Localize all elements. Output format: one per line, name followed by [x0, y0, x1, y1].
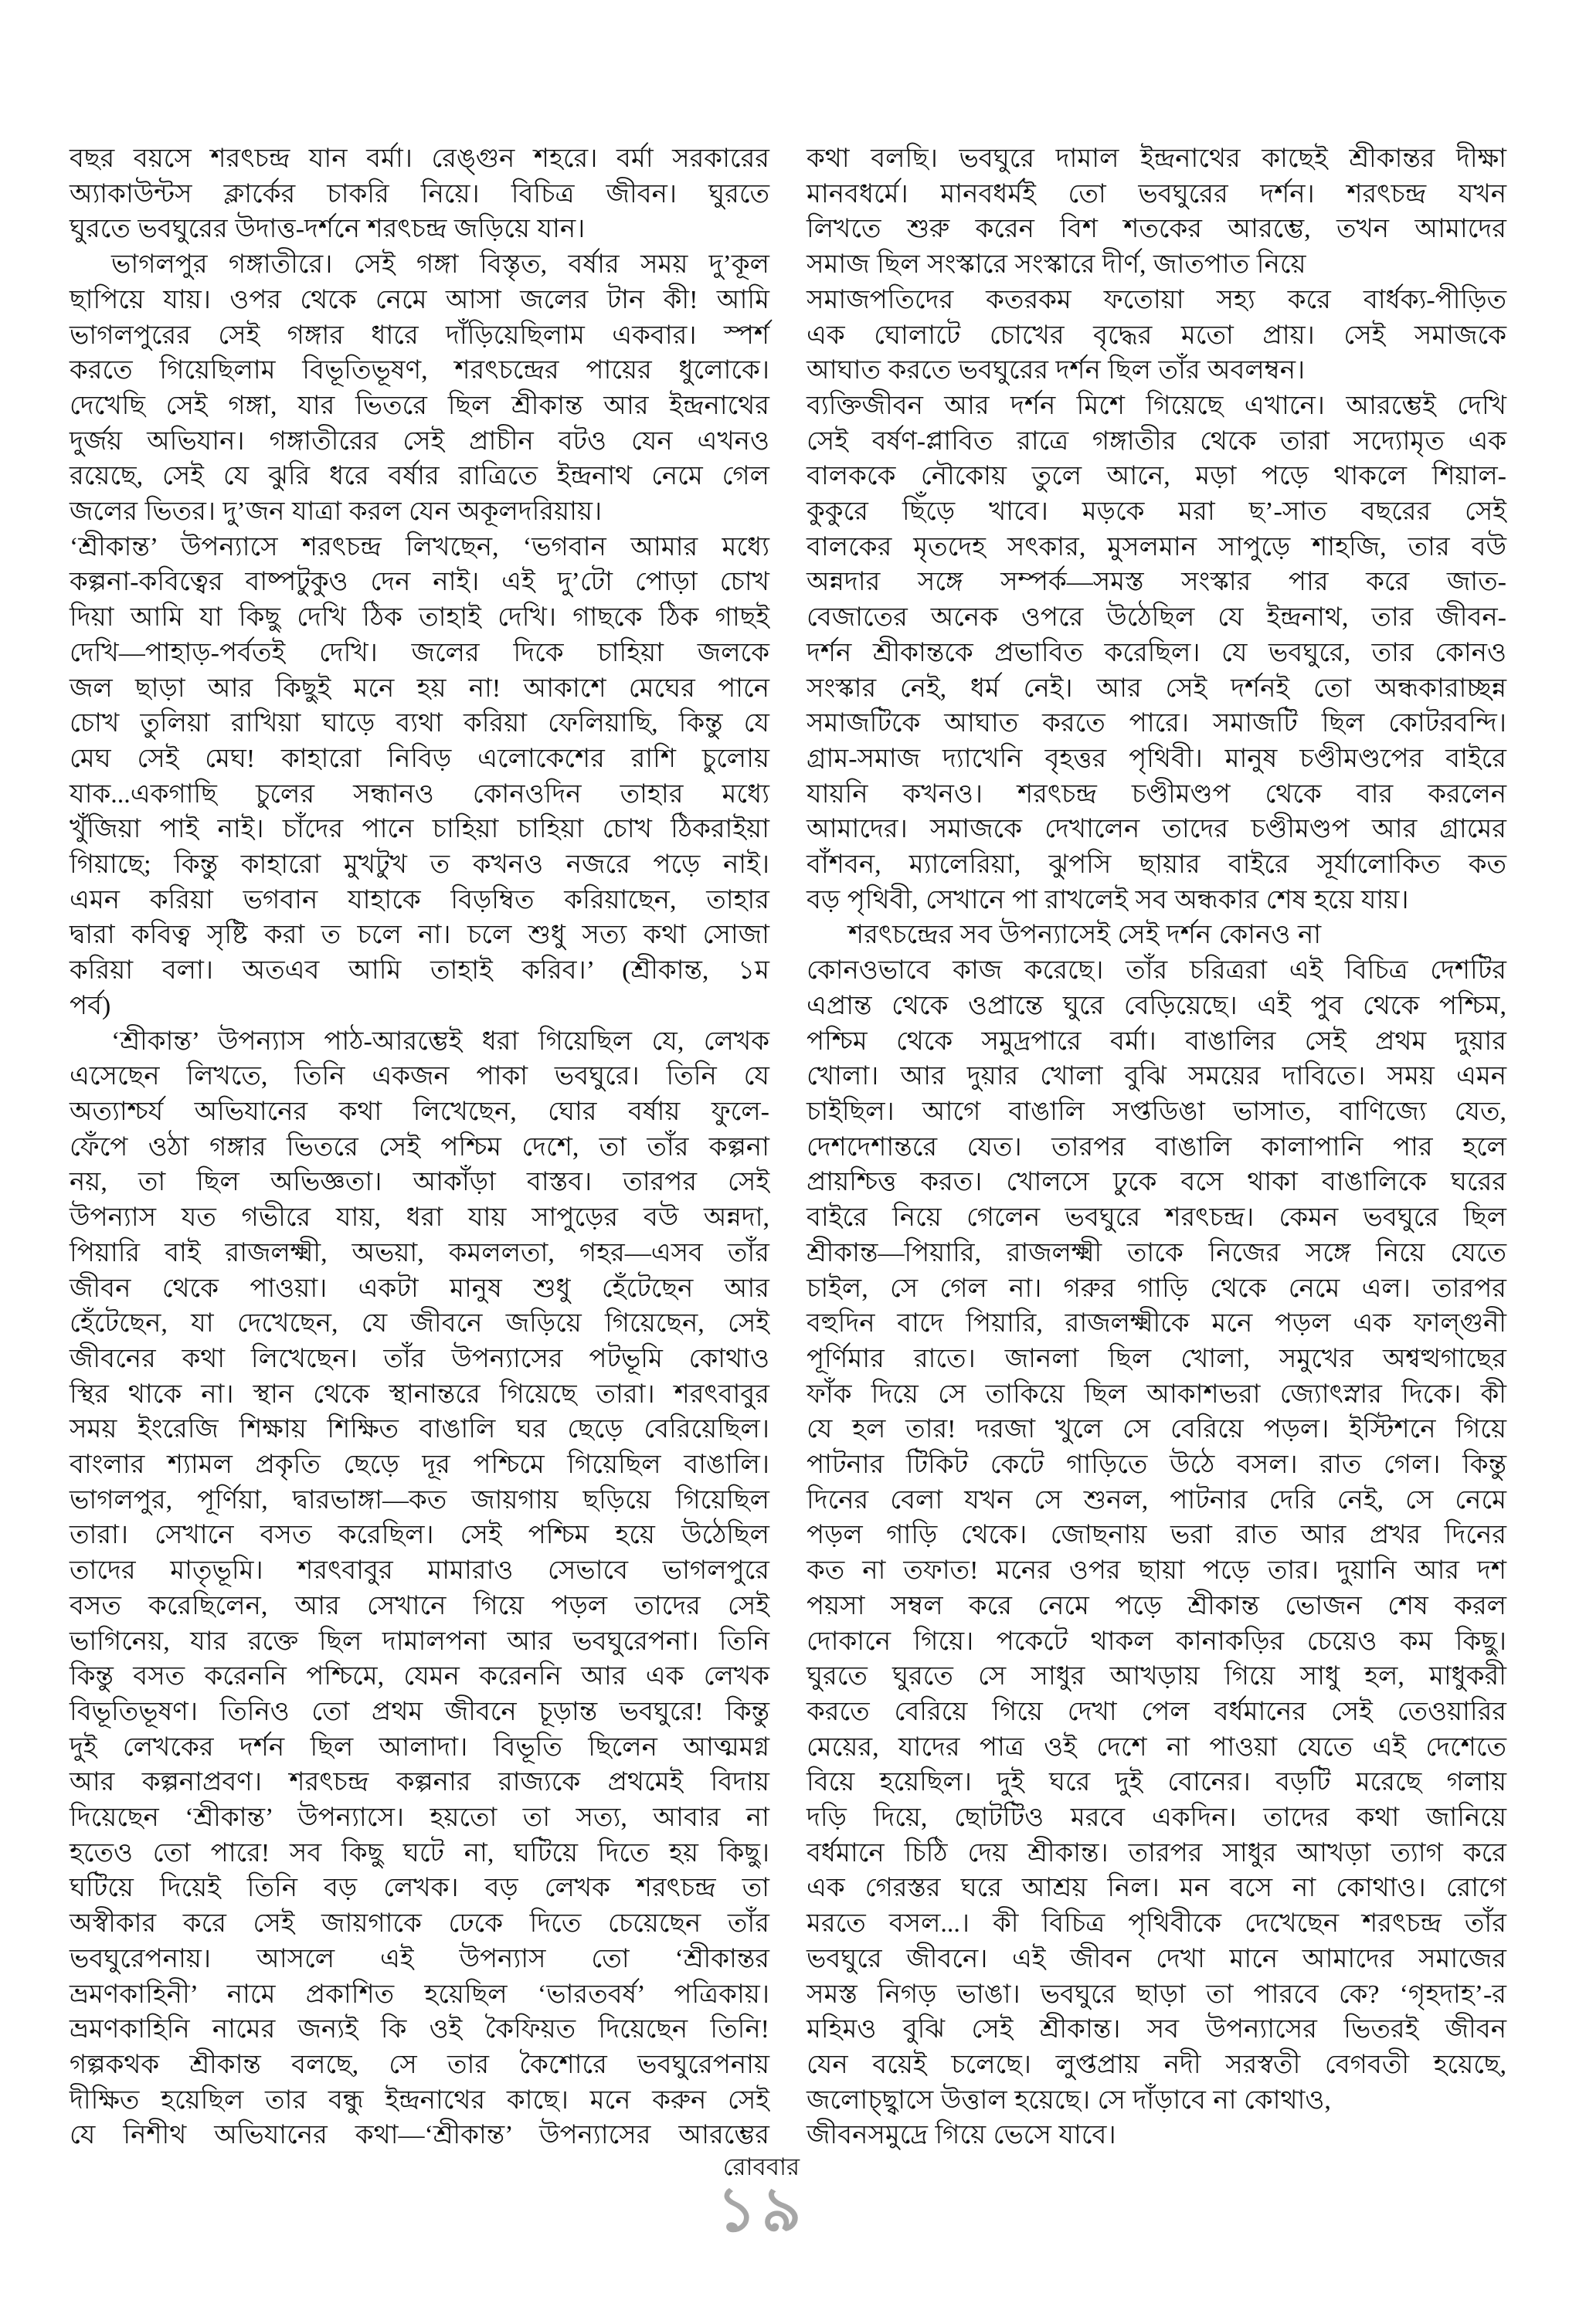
magazine-section-name: রোববার — [722, 2153, 800, 2180]
text-line: বেজাতের অনেক ওপরে উঠেছিল যে ইন্দ্রনাথ, তার জীবন- — [807, 603, 1506, 633]
text-line: ছাপিয়ে যায়। ওপর থেকে নেমে আসা জলের টান কী! আমি — [70, 285, 769, 314]
text-line: তারা। সেখানে বসত করেছিল। সেই পশ্চিম হয়ে উঠেছিল — [70, 1521, 769, 1550]
text-line: ‘শ্রীকান্ত’ উপন্যাস পাঠ-আরম্ভেই ধরা গিয়েছিল যে, লেখক — [111, 1026, 769, 1056]
text-line: সমস্ত নিগড় ভাঙা। ভবঘুরে ছাড়া তা পারবে কে? ‘গৃহদাহ’-র — [807, 1980, 1506, 2009]
text-line: করতে বেরিয়ে গিয়ে দেখা পেল বর্ধমানের সেই তেওয়ারির — [807, 1697, 1506, 1726]
page-number: ১৯ — [716, 2176, 807, 2244]
text-line: জীবন থেকে পাওয়া। একটা মানুষ শুধু হেঁটেছেন আর — [70, 1274, 769, 1303]
text-line: রয়েছে, সেই যে ঝুরি ধরে বর্ষার রাত্রিতে ইন্দ্রনাথ নেমে গেল — [70, 462, 769, 491]
text-line: ভাগলপুর গঙ্গাতীরে। সেই গঙ্গা বিস্তৃত, বর্ষার সময় দু’কূল — [111, 250, 769, 280]
text-line: হতেও তো পারে! সব কিছু ঘটে না, ঘটিয়ে দিতে হয় কিছু। — [70, 1838, 769, 1868]
text-line: বাইরে নিয়ে গেলেন ভবঘুরে শরৎচন্দ্র। কেমন ভবঘুরে ছিল — [807, 1203, 1506, 1233]
text-line: বালককে নৌকোয় তুলে আনে, মড়া পড়ে থাকলে শিয়াল- — [807, 462, 1506, 491]
text-line: দেশদেশান্তরে যেত। তারপর বাঙালি কালাপানি পার হলে — [807, 1132, 1506, 1162]
text-line: ভাগলপুর, পূর্ণিয়া, দ্বারভাঙ্গা—কত জায়গায় ছড়িয়ে গিয়েছিল — [70, 1485, 769, 1515]
text-line: ঘুরতে ঘুরতে সে সাধুর আখড়ায় গিয়ে সাধু হল, মাধুকরী — [807, 1662, 1506, 1691]
text-line: অন্নদার সঙ্গে সম্পর্ক—সমস্ত সংস্কার পার করে জাত- — [807, 568, 1506, 597]
text-line: পড়ল গাড়ি থেকে। জোছনায় ভরা রাত আর প্রখর দিনের — [807, 1521, 1506, 1550]
text-line: দুই লেখকের দর্শন ছিল আলাদা। বিভূতি ছিলেন আত্মমগ্ন — [70, 1732, 769, 1762]
text-line: বহুদিন বাদে পিয়ারি, রাজলক্ষ্মীকে মনে পড়ল এক ফাল্গুনী — [807, 1309, 1506, 1338]
text-line: এমন করিয়া ভগবান যাহাকে বিড়ম্বিত করিয়াছেন, তাহার — [70, 885, 769, 914]
text-line: কত না তফাত! মনের ওপর ছায়া পড়ে তার। দুয়ানি আর দশ — [807, 1556, 1506, 1586]
page-footer — [678, 2153, 844, 2244]
text-line: কল্পনা-কবিত্বের বাষ্পটুকুও দেন নাই। এই দু’টো পোড়া চোখ — [70, 568, 769, 597]
text-line: পয়সা সম্বল করে নেমে পড়ে শ্রীকান্ত ভোজন শেষ করল — [807, 1591, 1506, 1620]
text-line: চোখ তুলিয়া রাখিয়া ঘাড়ে ব্যথা করিয়া ফেলিয়াছি, কিন্তু যে — [70, 709, 769, 738]
text-line: দীক্ষিত হয়েছিল তার বন্ধু ইন্দ্রনাথের কাছে। মনে করুন সেই — [70, 2085, 769, 2115]
text-line: দিয়া আমি যা কিছু দেখি ঠিক তাহাই দেখি। গাছকে ঠিক গাছই — [70, 603, 769, 633]
text-line: ভবঘুরে জীবনে। এই জীবন দেখা মানে আমাদের সমাজের — [807, 1944, 1506, 1973]
text-line: বাঁশবন, ম্যালেরিয়া, ঝুপসি ছায়ার বাইরে সূর্যালোকিত কত — [807, 850, 1506, 880]
text-line: কিন্তু বসত করেননি পশ্চিমে, যেমন করেননি আর এক লেখক — [70, 1662, 769, 1691]
text-line: জলোচ্ছ্বাসে উত্তাল হয়েছে। সে দাঁড়াবে না কোথাও, — [807, 2085, 1331, 2115]
text-line: জলের ভিতর। দু’জন যাত্রা করল যেন অকূলদরিয়ায়। — [70, 497, 603, 527]
text-line: অত্যাশ্চর্য অভিযানের কথা লিখেছেন, ঘোর বর্ষায় ফুলে- — [70, 1097, 769, 1126]
text-line: বসত করেছিলেন, আর সেখানে গিয়ে পড়ল তাদের সেই — [70, 1591, 769, 1620]
text-line: দেখেছি সেই গঙ্গা, যার ভিতরে ছিল শ্রীকান্ত আর ইন্দ্রনাথের — [70, 391, 769, 420]
text-line: পর্ব) — [70, 991, 111, 1020]
text-line: দিয়েছেন ‘শ্রীকান্ত’ উপন্যাসে। হয়তো তা সত্য, আবার না — [70, 1803, 769, 1833]
text-line: শরৎচন্দ্রের সব উপন্যাসেই সেই দর্শন কোনও না — [848, 921, 1322, 950]
text-line: বালকের মৃতদেহ সৎকার, মুসলমান সাপুড়ে শাহজি, তার বউ — [807, 532, 1506, 561]
text-line: দ্বারা কবিত্ব সৃষ্টি করা ত চলে না। চলে শুধু সত্য কথা সোজা — [70, 921, 769, 950]
text-line: আর কল্পনাপ্রবণ। শরৎচন্দ্র কল্পনার রাজ্যকে প্রথমেই বিদায় — [70, 1768, 769, 1797]
text-line: মানবধর্মে। মানবধর্মই তো ভবঘুরের দর্শন। শরৎচন্দ্র যখন — [807, 179, 1506, 209]
text-line: স্থির থাকে না। স্থান থেকে স্থানান্তরে গিয়েছে তারা। শরৎবাবুর — [70, 1379, 769, 1409]
text-line: দুর্জয় অভিযান। গঙ্গাতীরের সেই প্রাচীন বটও যেন এখনও — [70, 426, 769, 456]
text-line: যায়নি কখনও। শরৎচন্দ্র চণ্ডীমণ্ডপ থেকে বার করলেন — [807, 779, 1506, 809]
text-line: মেয়ের, যাদের পাত্র ওই দেশে না পাওয়া যেতে এই দেশেতে — [807, 1732, 1506, 1762]
text-line: সমাজপতিদের কতরকম ফতোয়া সহ্য করে বার্ধক্য-পীড়িত — [807, 285, 1506, 314]
text-line: সময় ইংরেজি শিক্ষায় শিক্ষিত বাঙালি ঘর ছেড়ে বেরিয়েছিল। — [70, 1415, 769, 1444]
text-line: করিয়া বলা। অতএব আমি তাহাই করিব।’ (শ্রীকান্ত, ১ম — [70, 956, 769, 986]
text-line: ভবঘুরেপনায়। আসলে এই উপন্যাস তো ‘শ্রীকান্তর — [70, 1944, 769, 1973]
text-line: নয়, তা ছিল অভিজ্ঞতা। আকাঁড়া বাস্তব। তারপর সেই — [70, 1168, 769, 1197]
text-line: মরতে বসল...। কী বিচিত্র পৃথিবীকে দেখেছেন শরৎচন্দ্র তাঁর — [807, 1909, 1506, 1939]
text-line: ফাঁক দিয়ে সে তাকিয়ে ছিল আকাশভরা জ্যোৎস্নার দিকে। কী — [807, 1379, 1506, 1409]
text-line: জীবনের কথা লিখেছেন। তাঁর উপন্যাসের পটভূমি কোথাও — [70, 1344, 769, 1373]
text-line: ফেঁপে ওঠা গঙ্গার ভিতরে সেই পশ্চিম দেশে, তা তাঁর কল্পনা — [70, 1132, 769, 1162]
text-line: দড়ি দিয়ে, ছোটটিও মরবে একদিন। তাদের কথা জানিয়ে — [807, 1803, 1506, 1833]
text-line: এসেছেন লিখতে, তিনি একজন পাকা ভবঘুরে। তিনি যে — [70, 1062, 769, 1091]
text-line: করতে গিয়েছিলাম বিভূতিভূষণ, শরৎচন্দ্রের পায়ের ধুলোকে। — [70, 356, 769, 385]
text-line: ভ্রমণকাহিনি নামের জন্যই কি ওই কৈফিয়ত দিয়েছেন তিনি! — [70, 2015, 769, 2044]
text-line: চাইল, সে গেল না। গরুর গাড়ি থেকে নেমে এল। তারপর — [807, 1274, 1506, 1303]
text-line: পশ্চিম থেকে সমুদ্রপারে বর্মা। বাঙালির সেই প্রথম দুয়ার — [807, 1026, 1506, 1056]
text-line: কুকুরে ছিঁড়ে খাবে। মড়কে মরা ছ’-সাত বছরের সেই — [807, 497, 1506, 527]
text-line: সমাজ ছিল সংস্কারে সংস্কারে দীর্ণ, জাতপাত নিয়ে — [807, 250, 1306, 280]
text-line: এপ্রান্ত থেকে ওপ্রান্তে ঘুরে বেড়িয়েছে। এই পুব থেকে পশ্চিম, — [807, 991, 1506, 1020]
text-line: দোকানে গিয়ে। পকেটে থাকল কানাকড়ির চেয়েও কম কিছু। — [807, 1627, 1506, 1656]
text-line: পূর্ণিমার রাতে। জানলা ছিল খোলা, সমুখের অশ্বত্থগাছের — [807, 1344, 1506, 1373]
text-line: বাংলার শ্যামল প্রকৃতি ছেড়ে দূর পশ্চিমে গিয়েছিল বাঙালি। — [70, 1450, 769, 1480]
text-line: কোনওভাবে কাজ করেছে। তাঁর চরিত্ররা এই বিচিত্র দেশটির — [807, 956, 1506, 986]
text-line: বছর বয়সে শরৎচন্দ্র যান বর্মা। রেঙ্গুন শহরে। বর্মা সরকারের — [70, 144, 769, 173]
text-line: কথা বলছি। ভবঘুরে দামাল ইন্দ্রনাথের কাছেই শ্রীকান্তর দীক্ষা — [807, 144, 1506, 173]
text-line: ঘটিয়ে দিয়েই তিনি বড় লেখক। বড় লেখক শরৎচন্দ্র তা — [70, 1874, 769, 1903]
text-line: দর্শন শ্রীকান্তকে প্রভাবিত করেছিল। যে ভবঘুরে, তার কোনও — [807, 638, 1506, 667]
text-line: ভ্রমণকাহিনী’ নামে প্রকাশিত হয়েছিল ‘ভারতবর্ষ’ পত্রিকায়। — [70, 1980, 769, 2009]
text-line: বর্ধমানে চিঠি দেয় শ্রীকান্ত। তারপর সাধুর আখড়া ত্যাগ করে — [807, 1838, 1506, 1868]
text-line: পাটনার টিকিট কেটে গাড়িতে উঠে বসল। রাত গেল। কিন্তু — [807, 1450, 1506, 1480]
text-line: ভাগলপুরের সেই গঙ্গার ধারে দাঁড়িয়েছিলাম একবার। স্পর্শ — [70, 321, 769, 350]
text-line: তাদের মাতৃভূমি। শরৎবাবুর মামারাও সেভাবে ভাগলপুরে — [70, 1556, 769, 1586]
text-line: জীবনসমুদ্রে গিয়ে ভেসে যাবে। — [807, 2121, 1116, 2150]
text-line: এক ঘোলাটে চোখের বৃদ্ধের মতো প্রায়। সেই সমাজকে — [807, 321, 1506, 350]
text-line: সংস্কার নেই, ধর্ম নেই। আর সেই দর্শনই তো অন্ধকারাচ্ছন্ন — [807, 673, 1506, 703]
text-line: মহিমও বুঝি সেই শ্রীকান্ত। সব উপন্যাসের ভিতরই জীবন — [807, 2015, 1506, 2044]
text-line: খোলা। আর দুয়ার খোলা বুঝি সময়ের দাবিতে। সময় এমন — [807, 1062, 1506, 1091]
text-line: উপন্যাস যত গভীরে যায়, ধরা যায় সাপুড়ের বউ অন্নদা, — [70, 1203, 769, 1233]
text-line: খুঁজিয়া পাই নাই। চাঁদের পানে চাহিয়া চাহিয়া চোখ ঠিকরাইয়া — [70, 815, 769, 844]
text-line: অস্বীকার করে সেই জায়গাকে ঢেকে দিতে চেয়েছেন তাঁর — [70, 1909, 769, 1939]
text-line: যে হল তার! দরজা খুলে সে বেরিয়ে পড়ল। ইস্টিশনে গিয়ে — [807, 1415, 1506, 1444]
text-line: গল্পকথক শ্রীকান্ত বলছে, সে তার কৈশোরে ভবঘুরেপনায় — [70, 2050, 769, 2079]
text-line: দেখি—পাহাড়-পর্বতই দেখি। জলের দিকে চাহিয়া জলকে — [70, 638, 769, 667]
text-line: অ্যাকাউন্টস ক্লার্কের চাকরি নিয়ে। বিচিত্র জীবন। ঘুরতে — [70, 179, 769, 209]
text-line: যেন বয়েই চলেছে। লুপ্তপ্রায় নদী সরস্বতী বেগবতী হয়েছে, — [807, 2050, 1506, 2079]
text-line: এক গেরস্তর ঘরে আশ্রয় নিল। মন বসে না কোথাও। রোগে — [807, 1874, 1506, 1903]
text-line: চাইছিল। আগে বাঙালি সপ্তডিঙা ভাসাত, বাণিজ্যে যেত, — [807, 1097, 1506, 1126]
article-body — [70, 141, 1506, 2153]
text-line: আঘাত করতে ভবঘুরের দর্শন ছিল তাঁর অবলম্বন। — [807, 356, 1306, 385]
text-line: বিভূতিভূষণ। তিনিও তো প্রথম জীবনে চূড়ান্ত ভবঘুরে! কিন্তু — [70, 1697, 769, 1726]
text-line: যাক...একগাছি চুলের সন্ধানও কোনওদিন তাহার মধ্যে — [70, 779, 769, 809]
text-line: হেঁটেছেন, যা দেখেছেন, যে জীবনে জড়িয়ে গিয়েছেন, সেই — [70, 1309, 769, 1338]
text-line: মেঘ সেই মেঘ! কাহারো নিবিড় এলোকেশের রাশি চুলোয় — [70, 744, 769, 773]
text-line: প্রায়শ্চিত্ত করত। খোলসে ঢুকে বসে থাকা বাঙালিকে ঘরের — [807, 1168, 1506, 1197]
text-line: ব্যক্তিজীবন আর দর্শন মিশে গিয়েছে এখানে। আরম্ভেই দেখি — [807, 391, 1506, 420]
text-line: বিয়ে হয়েছিল। দুই ঘরে দুই বোনের। বড়টি মরেছে গলায় — [807, 1768, 1506, 1797]
text-line: গ্রাম-সমাজ দ্যাখেনি বৃহত্তর পৃথিবী। মানুষ চণ্ডীমণ্ডপের বাইরে — [807, 744, 1506, 773]
article-column-right — [807, 141, 1506, 2153]
text-line: শ্রীকান্ত—পিয়ারি, রাজলক্ষ্মী তাকে নিজের সঙ্গে নিয়ে যেতে — [807, 1238, 1506, 1267]
text-line: ঘুরতে ভবঘুরের উদাত্ত-দর্শনে শরৎচন্দ্র জড়িয়ে যান। — [70, 215, 586, 244]
text-line: আমাদের। সমাজকে দেখালেন তাদের চণ্ডীমণ্ডপ আর গ্রামের — [807, 815, 1506, 844]
article-column-left — [70, 141, 769, 2153]
text-line: সেই বর্ষণ-প্লাবিত রাত্রে গঙ্গাতীর থেকে তারা সদ্যোমৃত এক — [807, 426, 1506, 456]
text-line: দিনের বেলা যখন সে শুনল, পাটনার দেরি নেই, সে নেমে — [807, 1485, 1506, 1515]
text-line: লিখতে শুরু করেন বিশ শতকের আরম্ভে, তখন আমাদের — [807, 215, 1506, 244]
text-line: গিয়াছে; কিন্তু কাহারো মুখটুখ ত কখনও নজরে পড়ে নাই। — [70, 850, 769, 880]
text-line: সমাজটিকে আঘাত করতে পারে। সমাজটি ছিল কোটরবন্দি। — [807, 709, 1506, 738]
text-line: ‘শ্রীকান্ত’ উপন্যাসে শরৎচন্দ্র লিখছেন, ‘ভগবান আমার মধ্যে — [70, 532, 769, 561]
text-line: পিয়ারি বাই রাজলক্ষ্মী, অভয়া, কমললতা, গহর—এসব তাঁর — [70, 1238, 769, 1267]
text-line: যে নিশীথ অভিযানের কথা—‘শ্রীকান্ত’ উপন্যাসের আরম্ভের — [70, 2121, 769, 2150]
text-line: বড় পৃথিবী, সেখানে পা রাখলেই সব অন্ধকার শেষ হয়ে যায়। — [807, 885, 1409, 914]
text-line: জল ছাড়া আর কিছুই মনে হয় না! আকাশে মেঘের পানে — [70, 673, 769, 703]
text-line: ভাগিনেয়, যার রক্তে ছিল দামালপনা আর ভবঘুরেপনা। তিনি — [70, 1627, 769, 1656]
